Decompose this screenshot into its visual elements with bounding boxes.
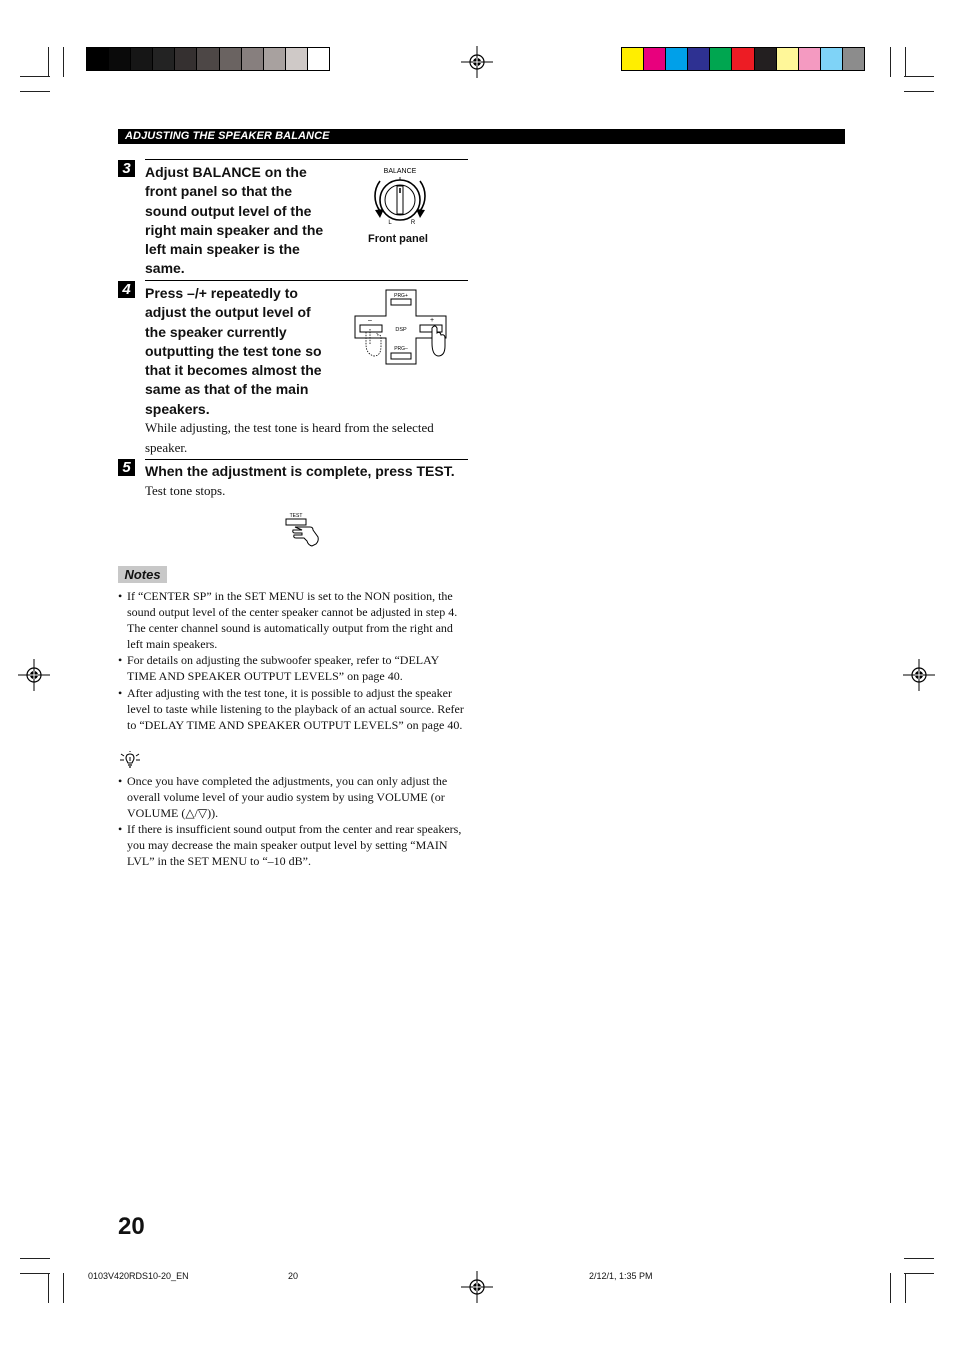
calibration-swatch [241, 48, 263, 70]
prg-up-button [391, 299, 411, 305]
list-item: • If there is insufficient sound output from the center and rear speakers, you may decrease the main speaker output level by setting “MAIN LVL” in the SET MENU to “–10 dB”. [118, 821, 470, 869]
lightbulb-icon [118, 751, 142, 769]
footer-date: 2/12/1, 1:35 PM [589, 1271, 653, 1281]
plus-button [420, 325, 442, 332]
tips-list [118, 773, 470, 870]
page-number: 20 [118, 1213, 145, 1240]
prg-down-button [391, 353, 411, 359]
plus-label: + [429, 317, 435, 324]
calibration-swatch [643, 48, 665, 70]
calibration-swatch [665, 48, 687, 70]
section-header [118, 129, 845, 144]
prg-down-label: PRG– [394, 346, 408, 352]
step-number: 4 [118, 281, 135, 298]
list-item: • For details on adjusting the subwoofer speaker, refer to “DELAY TIME AND SPEAKER OUTPUT LEVELS” on page 40. [118, 652, 470, 684]
step-4-text: Press –/+ repeatedly to adjust the output level of the speaker currently outputting the test tone so that it becomes almost the same as that of the main speakers. [145, 285, 322, 417]
step-4-note: While adjusting, the test tone is heard from the selected speaker. [145, 420, 434, 455]
calibration-swatch [709, 48, 731, 70]
calibration-swatch [820, 48, 842, 70]
step-divider [145, 159, 468, 160]
registration-mark-bottom [461, 1271, 493, 1303]
left-label: L [388, 220, 392, 226]
calibration-swatch [731, 48, 753, 70]
test-button-figure [282, 511, 324, 547]
calibration-swatch [152, 48, 174, 70]
minus-button [360, 325, 382, 332]
test-button [286, 519, 306, 525]
step-divider [145, 459, 468, 460]
registration-mark-right [903, 659, 935, 691]
step-3-text: Adjust BALANCE on the front panel so that the sound output level of the right main speaker and the left main speaker is the same. [145, 164, 324, 277]
remote-pad-figure [352, 288, 452, 368]
footer-file: 0103V420RDS10-20_EN [88, 1271, 189, 1281]
test-label: TEST [289, 513, 303, 519]
calibration-swatch [130, 48, 152, 70]
list-item: • If “CENTER SP” in the SET MENU is set to the NON position, the sound output level of the center speaker cannot be adjusted in step 4. The center channel sound is automatically output from the right and left main speakers. [118, 588, 470, 652]
hand-pointer-icon [293, 527, 319, 546]
calibration-swatch [687, 48, 709, 70]
calibration-swatch [754, 48, 776, 70]
prg-up-label: PRG+ [394, 293, 408, 299]
section-title: ADJUSTING THE SPEAKER BALANCE [125, 130, 330, 142]
minus-label: – [368, 317, 372, 324]
step-number: 3 [118, 160, 135, 177]
registration-mark-left [18, 659, 50, 691]
grayscale-strip [86, 47, 330, 71]
calibration-swatch [263, 48, 285, 70]
calibration-swatch [108, 48, 130, 70]
footer-page: 20 [288, 1271, 299, 1281]
calibration-swatch [307, 48, 329, 70]
calibration-swatch [842, 48, 864, 70]
step-5-text: When the adjustment is complete, press TEST. [145, 463, 455, 479]
calibration-swatch [776, 48, 798, 70]
step-divider [145, 280, 468, 281]
balance-label: BALANCE [383, 168, 417, 175]
registration-mark-top [461, 46, 493, 78]
calibration-swatch [174, 48, 196, 70]
figure-caption: Front panel [368, 233, 428, 245]
list-item: • After adjusting with the test tone, it is possible to adjust the speaker level to taste while listening to the playback of an actual source. Refer to “DELAY TIME AND SPEAKER OUTPUT LEVELS” on page 40. [118, 685, 470, 733]
calibration-swatch [622, 48, 643, 70]
notes-title: Notes [118, 566, 167, 583]
calibration-swatch [285, 48, 307, 70]
notes-list [118, 588, 470, 733]
list-item: • Once you have completed the adjustments, you can only adjust the overall volume level of your audio system by using VOLUME (or VOLUME (△/▽)). [118, 773, 470, 821]
calibration-swatch [219, 48, 241, 70]
step-number: 5 [118, 459, 135, 476]
calibration-swatch [87, 48, 108, 70]
calibration-swatch [798, 48, 820, 70]
dsp-label: DSP [395, 327, 407, 333]
calibration-swatch [196, 48, 218, 70]
right-label: R [410, 220, 416, 226]
step-5-note: Test tone stops. [145, 483, 226, 498]
color-strip [621, 47, 865, 71]
